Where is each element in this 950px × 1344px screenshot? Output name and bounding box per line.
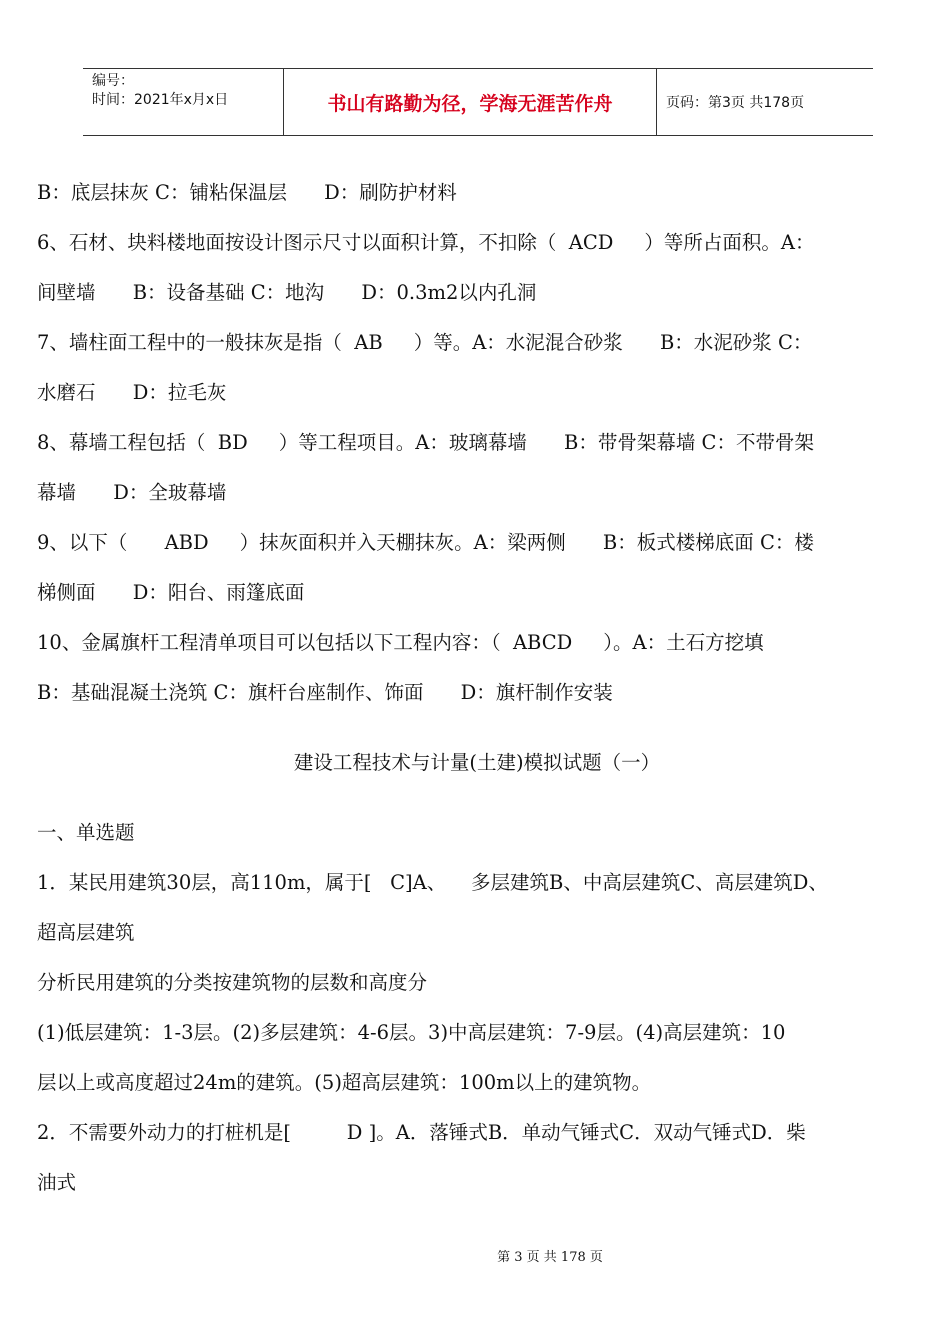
text-line: 水磨石 D：拉毛灰 (37, 381, 227, 404)
spacer (37, 718, 917, 738)
text-line: (1)低层建筑：1-3层。(2)多层建筑：4-6层。3)中高层建筑：7-9层。(4)高层建筑：10 (37, 1021, 786, 1044)
text-line: 梯侧面 D：阳台、雨篷底面 (37, 581, 305, 604)
text-line: 层以上或高度超过24m的建筑。(5)超高层建筑：100m以上的建筑物。 (37, 1071, 652, 1094)
header-info (83, 69, 284, 135)
text-line: 8、幕墙工程包括（ BD ）等工程项目。A：玻璃幕墙 B：带骨架幕墙 C：不带骨架 (37, 431, 814, 454)
text-line: 油式 (37, 1171, 77, 1194)
header-page-label: 页码：第3页 共178页 (666, 95, 805, 111)
text-line: B：基础混凝土浇筑 C：旗杆台座制作、饰面 D：旗杆制作安装 (37, 681, 613, 704)
text-line: 10、金属旗杆工程清单项目可以包括以下工程内容：（ ABCD ）。A：土石方挖填 (37, 631, 764, 654)
header-motto: 书山有路勤为径，学海无涯苦作舟 (284, 69, 657, 135)
subsection-heading: 一、单选题 (37, 821, 135, 844)
text-line: 幕墙 D：全玻幕墙 (37, 481, 227, 504)
number-label: 编号： (92, 73, 134, 89)
page-header (83, 68, 873, 136)
text-line: 间壁墙 B：设备基础 C：地沟 D：0.3m2以内孔洞 (37, 281, 537, 304)
spacer (37, 788, 917, 808)
time-label: 时间：2021年x月x日 (92, 92, 229, 108)
document-body (37, 168, 917, 1208)
text-line: 超高层建筑 (37, 921, 135, 944)
text-line: B：底层抹灰 C：铺粘保温层 D：刷防护材料 (37, 181, 457, 204)
text-line: 7、墙柱面工程中的一般抹灰是指（ AB ）等。A：水泥混合砂浆 B：水泥砂浆 C： (37, 331, 813, 354)
section-title: 建设工程技术与计量(土建)模拟试题（一） (293, 751, 661, 774)
text-line: 分析民用建筑的分类按建筑物的层数和高度分 (37, 971, 428, 994)
text-line: 1．某民用建筑30层，高110m，属于[ C]A、 多层建筑B、中高层建筑C、高层建筑D、 (37, 871, 828, 894)
page-footer: 第 3 页 共 178 页 (497, 1250, 603, 1265)
text-line: 6、石材、块料楼地面按设计图示尺寸以面积计算，不扣除（ ACD ）等所占面积。A： (37, 231, 815, 254)
text-line: 9、以下（ ABD ）抹灰面积并入天棚抹灰。A：梁两侧 B：板式楼梯底面 C：楼 (37, 531, 814, 554)
text-line: 2．不需要外动力的打桩机是[ D ]。A．落锤式B．单动气锤式C．双动气锤式D．柴 (37, 1121, 806, 1144)
